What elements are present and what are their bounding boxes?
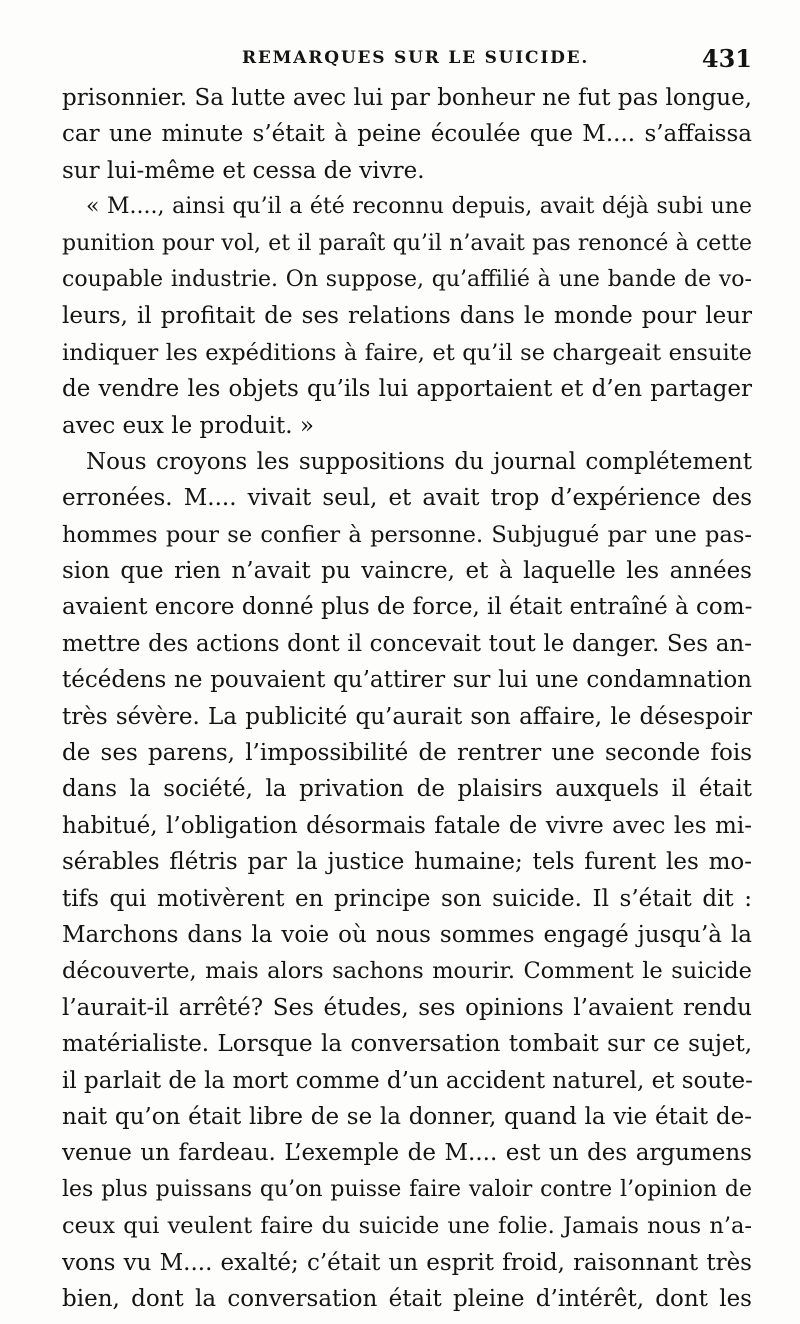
text-line: tifs qui motivèrent en principe son suicide. Il s’était dit : <box>62 885 752 912</box>
text-line: les plus puissans qu’on puisse faire valoir contre l’opinion de <box>62 1176 752 1202</box>
text-line: avec eux le produit. » <box>62 412 314 439</box>
text-line: « M...., ainsi qu’il a été reconnu depuis, avait déjà subi une <box>86 194 752 220</box>
text-line: de vendre les objets qu’ils lui apportaient et d’en partager <box>62 376 752 403</box>
text-line: sion que rien n’avait pu vaincre, et à laquelle les années <box>62 558 752 585</box>
text-line: bien, dont la conversation était pleine d’intérêt, dont les <box>62 1285 752 1312</box>
text-line: mettre des actions dont il concevait tout le danger. Ses an- <box>62 630 752 657</box>
text-line: de ses parens, l’impossibilité de rentrer une seconde fois <box>62 740 752 767</box>
text-line: très sévère. La publicité qu’aurait son affaire, le désespoir <box>62 703 752 730</box>
body-text <box>62 80 752 1317</box>
text-line: Marchons dans la voie où nous sommes engagé jusqu’à la <box>62 921 752 948</box>
text-line: vons vu M.... exalté; c’était un esprit froid, raisonnant très <box>62 1249 752 1276</box>
text-line: ceux qui veulent faire du suicide une folie. Jamais nous n’a- <box>62 1213 752 1240</box>
text-line: sérables flétris par la justice humaine; tels furent les mo- <box>62 849 752 876</box>
text-line: hommes pour se confier à personne. Subjugué par une pas- <box>62 521 752 548</box>
page-number: 431 <box>701 44 752 73</box>
text-line: découverte, mais alors sachons mourir. Comment le suicide <box>62 958 752 985</box>
text-line: sur lui-même et cessa de vivre. <box>62 157 425 184</box>
running-title: REMARQUES SUR LE SUICIDE. <box>242 48 590 68</box>
text-line: Nous croyons les suppositions du journal complétement <box>86 448 752 475</box>
text-line: técédens ne pouvaient qu’attirer sur lui une condamnation <box>62 667 752 694</box>
text-line: avaient encore donné plus de force, il était entraîné à com- <box>62 594 753 621</box>
text-line: prisonnier. Sa lutte avec lui par bonheur ne fut pas longue, <box>62 85 752 111</box>
page-header <box>62 44 752 78</box>
text-line: coupable industrie. On suppose, qu’affilié à une bande de vo- <box>62 266 752 292</box>
text-line: habitué, l’obligation désormais fatale de vivre avec les mi- <box>62 812 752 839</box>
text-line: nait qu’on était libre de se la donner, quand la vie était de- <box>62 1103 752 1130</box>
text-line: punition pour vol, et il paraît qu’il n’avait pas renoncé à cette <box>62 230 752 256</box>
text-line: dans la société, la privation de plaisirs auxquels il était <box>62 776 752 803</box>
text-line: indiquer les expéditions à faire, et qu’il se chargeait ensuite <box>62 339 752 366</box>
text-line: erronées. M.... vivait seul, et avait trop d’expérience des <box>62 485 752 512</box>
text-line: l’aurait-il arrêté? Ses études, ses opinions l’avaient rendu <box>62 994 752 1021</box>
text-line: car une minute s’était à peine écoulée que M.... s’affaissa <box>62 121 752 148</box>
text-line: leurs, il profitait de ses relations dans le monde pour leur <box>62 303 752 330</box>
text-line: venue un fardeau. L’exemple de M.... est un des argumens <box>62 1140 752 1167</box>
text-line: il parlait de la mort comme d’un accident naturel, et soute- <box>62 1067 753 1094</box>
text-line: matérialiste. Lorsque la conversation tombait sur ce sujet, <box>62 1031 752 1058</box>
